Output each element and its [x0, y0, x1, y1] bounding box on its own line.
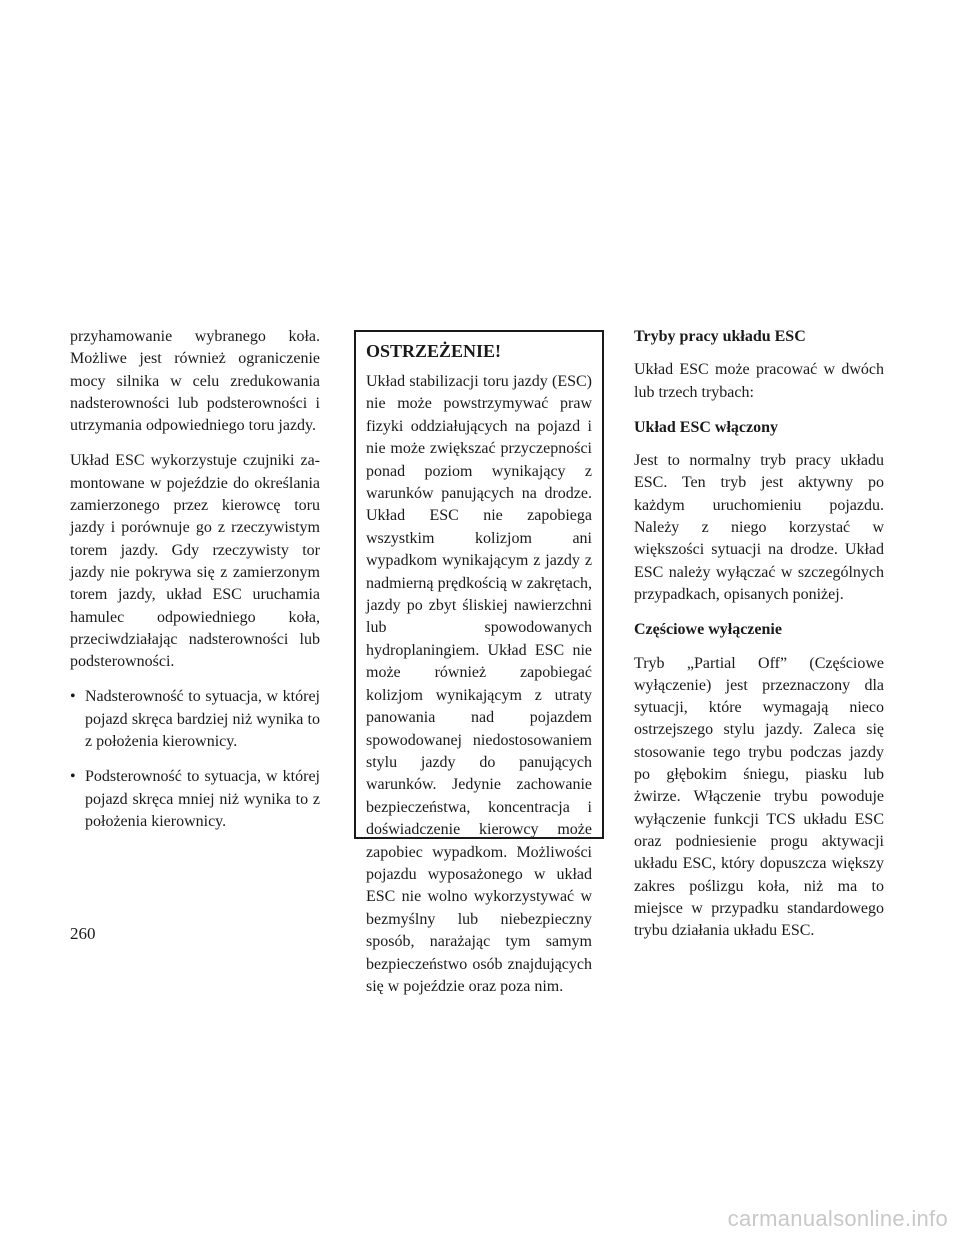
- bullet-symbol: •: [70, 768, 76, 786]
- left-column: [70, 326, 320, 846]
- warning-box: [354, 330, 604, 995]
- paragraph: Jest to normalny tryb pracy układu ESC. Ten tryb jest aktywny po każdym uruchomieniu pojazdu. Należy z niego korzystać w większości sytuacji na drodze. Układ ESC należy wyłączać w szczególnych przypadkach, opisanych poniżej.: [634, 452, 884, 603]
- section-heading: Układ ESC włączony: [634, 418, 779, 436]
- warning-title: OSTRZEŻENIE!: [366, 341, 502, 361]
- bullet-symbol: •: [70, 688, 76, 706]
- watermark: carmanualsonline.info: [727, 1206, 948, 1231]
- bullet-item: [70, 686, 320, 753]
- bullet-text: Podsterowność to sytuacja, w której pojazd skręca mniej niż wynika to z położenia kierownicy.: [85, 768, 320, 830]
- warning-body: Układ stabilizacji toru jazdy (ESC) nie może powstrzymywać praw fizyki oddziałujących na pojazd i nie może zwiększać przyczepności ponad poziom wynikający z warunków panujących na drodze. Układ ESC nie zapobiega wszystkim kolizjom ani wypadkom wynikającym z jazdy z nadmierną prędkością w zakrętach, jazdy po zbyt śliskiej nawierzchni lub spowodowanych hydroplaningiem. Układ ESC nie może również zapobiegać kolizjom wynikającym z utraty panowania nad pojazdem spowodowanej niedostosowaniem stylu jazdy do panujących warunków. Jedynie zachowanie bezpieczeństwa, koncentracja i doświadczenie kierowcy może zapobiec wypadkom. Możliwości pojazdu wyposażonego w układ ESC nie wolno wykorzystywać w bezmyślny lub niebezpieczny sposób, narażając tym samym bezpieczeństwo osób znajdujących się w pojeździe oraz poza nim.: [366, 373, 592, 995]
- paragraph: Tryb „Partial Off” (Częściowe wyłączenie) jest przeznaczony dla sytuacji, które wymagają nieco ostrzejszego stylu jazdy. Zaleca się stosowanie tego trybu podczas jazdy po głębokim śniegu, piasku lub żwirze. Włączenie trybu powoduje wyłączenie funkcji TCS układu ESC oraz podniesienie progu aktywacji układu ESC, który dopuszcza większy zakres poślizgu koła, niż ma to miejsce w przypadku standardowego trybu działania układu ESC.: [634, 654, 884, 940]
- right-column: [634, 326, 884, 955]
- paragraph: Układ ESC może pracować w dwóch lub trzech trybach:: [634, 361, 884, 401]
- paragraph: Układ ESC wykorzystuje czujniki zamontowane w pojeździe do określania zamierzonego przez kierowcę toru jazdy i porównuje go z rzeczywistym torem jazdy. Gdy rzeczywisty tor jazdy nie pokrywa się z zamierzonym torem jazdy, układ ESC uruchamia hamulec odpowiedniego koła, przeciwdziałając nadsterowności lub podsterowności.: [70, 452, 320, 671]
- section-heading: Częściowe wyłączenie: [634, 621, 782, 639]
- bullet-text: Nadsterowność to sytuacja, w której pojazd skręca bardziej niż wynika to z położenia kierownicy.: [85, 688, 320, 751]
- bullet-item: [70, 766, 320, 833]
- page-number: 260: [70, 924, 96, 943]
- paragraph: przyhamowanie wybranego koła. Możliwe jest również ograniczenie mocy silnika w celu zredukowania nadsterowności lub podsterowności i utrzymania odpowiedniego toru jazdy.: [70, 328, 320, 435]
- section-heading: Tryby pracy układu ESC: [634, 328, 806, 345]
